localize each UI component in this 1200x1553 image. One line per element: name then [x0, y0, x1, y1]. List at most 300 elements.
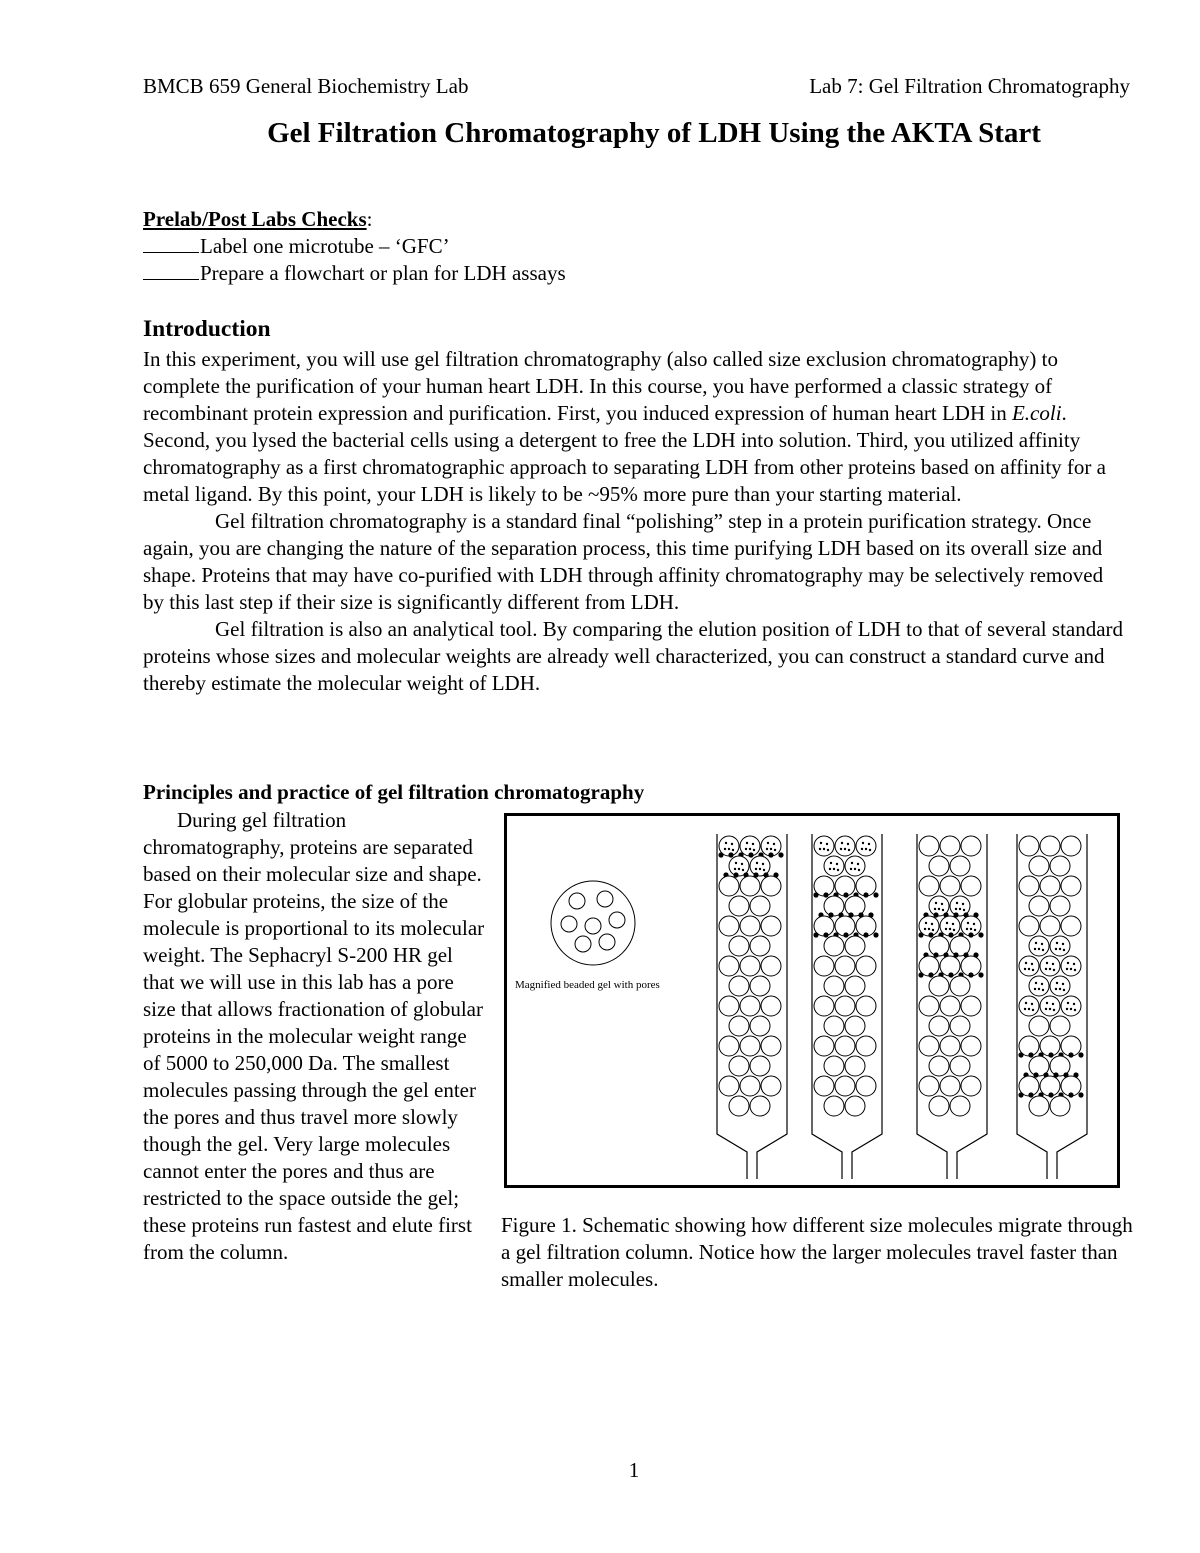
gel-bead: [835, 1076, 855, 1096]
large-molecule: [813, 932, 818, 937]
large-molecule: [1048, 1052, 1053, 1057]
small-molecule: [1042, 949, 1044, 951]
gel-bead: [1050, 936, 1070, 956]
large-molecule: [928, 972, 933, 977]
pore: [599, 934, 615, 950]
gel-bead: [740, 916, 760, 936]
gel-bead: [1029, 1016, 1049, 1036]
gel-bead: [1061, 996, 1081, 1016]
small-molecule: [857, 863, 859, 865]
small-molecule: [1035, 942, 1037, 944]
gel-bead: [929, 856, 949, 876]
small-molecule: [848, 849, 850, 851]
small-molecule: [941, 903, 943, 905]
check-item-label: Prepare a flowchart or plan for LDH assays: [200, 261, 566, 285]
gel-filtration-schematic: [507, 816, 1117, 1185]
gel-bead: [740, 956, 760, 976]
large-molecule: [1033, 1072, 1038, 1077]
small-molecule: [854, 868, 856, 870]
gel-bead: [761, 996, 781, 1016]
gel-bead: [929, 976, 949, 996]
large-molecule: [978, 932, 983, 937]
gel-bead: [929, 1096, 949, 1116]
small-molecule: [1052, 1003, 1054, 1005]
gel-bead: [950, 1056, 970, 1076]
large-molecule: [968, 972, 973, 977]
figure-caption: Figure 1. Schematic showing how different size molecules migrate through a gel filtration column. Notice how the larger molecules travel faster than smaller molecules.: [501, 1213, 1133, 1291]
small-molecule: [963, 909, 965, 911]
small-molecule: [938, 908, 940, 910]
gel-bead: [856, 996, 876, 1016]
magnified-bead: [551, 881, 635, 965]
gel-bead: [729, 936, 749, 956]
gel-bead: [814, 1076, 834, 1096]
gel-bead: [740, 1036, 760, 1056]
small-molecule: [1067, 1002, 1069, 1004]
small-molecule: [1042, 989, 1044, 991]
gel-bead: [845, 976, 865, 996]
small-molecule: [749, 848, 751, 850]
large-molecule: [918, 932, 923, 937]
small-molecule: [956, 902, 958, 904]
small-molecule: [837, 869, 839, 871]
gel-bead: [750, 1056, 770, 1076]
small-molecule: [869, 849, 871, 851]
gel-bead: [919, 1036, 939, 1056]
pore: [597, 891, 613, 907]
gel-bead: [824, 1056, 844, 1076]
gel-bead: [835, 1036, 855, 1056]
small-molecule: [819, 848, 821, 850]
small-molecule: [1045, 968, 1047, 970]
small-molecule: [931, 923, 933, 925]
large-molecule: [948, 932, 953, 937]
small-molecule: [1063, 989, 1065, 991]
gel-bead: [719, 876, 739, 896]
gel-bead: [719, 956, 739, 976]
gel-bead: [950, 976, 970, 996]
large-molecule: [843, 932, 848, 937]
column: [717, 834, 787, 1179]
small-molecule: [1067, 962, 1069, 964]
gel-bead: [1040, 836, 1060, 856]
column: [1017, 834, 1087, 1179]
small-molecule: [844, 848, 846, 850]
small-molecule: [952, 923, 954, 925]
small-molecule: [725, 842, 727, 844]
gel-bead: [740, 996, 760, 1016]
small-molecule: [1070, 968, 1072, 970]
large-molecule: [813, 892, 818, 897]
large-molecule: [778, 852, 783, 857]
gel-bead: [824, 976, 844, 996]
checks-heading: Prelab/Post Labs Checks: [143, 207, 367, 231]
small-molecule: [1034, 948, 1036, 950]
small-molecule: [1045, 1008, 1047, 1010]
small-molecule: [732, 849, 734, 851]
gel-bead: [761, 1036, 781, 1056]
small-molecule: [945, 928, 947, 930]
small-molecule: [1035, 982, 1037, 984]
small-molecule: [1025, 1002, 1027, 1004]
large-molecule: [933, 912, 938, 917]
large-molecule: [1048, 1092, 1053, 1097]
gel-bead: [761, 916, 781, 936]
gel-bead: [961, 996, 981, 1016]
gel-bead: [929, 1056, 949, 1076]
small-molecule: [1049, 1008, 1051, 1010]
small-molecule: [1074, 1009, 1076, 1011]
small-molecule: [934, 908, 936, 910]
gel-bead: [856, 1036, 876, 1056]
small-molecule: [1024, 1008, 1026, 1010]
gel-bead: [1040, 916, 1060, 936]
header-lab: Lab 7: Gel Filtration Chromatography: [809, 74, 1130, 98]
gel-bead: [824, 1016, 844, 1036]
small-molecule: [1038, 988, 1040, 990]
header-course: BMCB 659 General Biochemistry Lab: [143, 74, 469, 98]
page-number: 1: [628, 1458, 640, 1482]
gel-bead: [1050, 976, 1070, 996]
large-molecule: [873, 932, 878, 937]
gel-bead: [814, 836, 834, 856]
column: [917, 834, 987, 1179]
gel-bead: [845, 936, 865, 956]
check-item: [143, 233, 1143, 260]
small-molecule: [836, 863, 838, 865]
prelab-checks: [143, 206, 1143, 287]
small-molecule: [962, 903, 964, 905]
small-molecule: [1070, 1008, 1072, 1010]
gel-bead: [1029, 896, 1049, 916]
check-blank: [143, 234, 199, 253]
large-molecule: [1078, 1092, 1083, 1097]
gel-bead: [961, 836, 981, 856]
small-molecule: [1031, 1003, 1033, 1005]
small-molecule: [830, 862, 832, 864]
gel-bead: [824, 936, 844, 956]
large-molecule: [1028, 1052, 1033, 1057]
gel-bead: [729, 1016, 749, 1036]
small-molecule: [734, 868, 736, 870]
columns: [717, 834, 1087, 1179]
small-molecule: [773, 843, 775, 845]
gel-bead: [919, 1076, 939, 1096]
small-molecule: [953, 929, 955, 931]
small-molecule: [1053, 1009, 1055, 1011]
gel-bead: [940, 836, 960, 856]
small-molecule: [1056, 982, 1058, 984]
small-molecule: [1074, 969, 1076, 971]
gel-bead: [961, 1076, 981, 1096]
small-molecule: [1041, 943, 1043, 945]
small-molecule: [1059, 948, 1061, 950]
column: [812, 834, 882, 1179]
gel-bead: [761, 1076, 781, 1096]
small-molecule: [1066, 1008, 1068, 1010]
large-molecule: [828, 912, 833, 917]
small-molecule: [1073, 963, 1075, 965]
gel-bead: [835, 836, 855, 856]
pore: [575, 936, 591, 952]
introduction-heading: Introduction: [143, 316, 271, 342]
small-molecule: [847, 843, 849, 845]
gel-bead: [750, 896, 770, 916]
gel-bead: [729, 976, 749, 996]
principles-heading: Principles and practice of gel filtration chromatography: [143, 780, 645, 804]
gel-bead: [940, 876, 960, 896]
small-molecule: [967, 922, 969, 924]
gel-bead: [1061, 836, 1081, 856]
gel-bead: [835, 996, 855, 1016]
small-molecule: [770, 848, 772, 850]
gel-bead: [719, 916, 739, 936]
gel-bead: [761, 956, 781, 976]
large-molecule: [948, 972, 953, 977]
large-molecule: [873, 892, 878, 897]
large-molecule: [823, 932, 828, 937]
gel-bead: [729, 896, 749, 916]
bead-label: Magnified beaded gel with pores: [515, 979, 660, 991]
large-molecule: [1018, 1052, 1023, 1057]
intro-p1-text-a: In this experiment, you will use gel filtration chromatography (also called size exclusion chromatography) to complete the purification of your human heart LDH. In this course, you have performed a classic strategy of recombinant protein expression and purification. First, you induced expression of human heart LDH in: [143, 347, 1058, 425]
small-molecule: [1062, 943, 1064, 945]
introduction-body: [143, 346, 1128, 697]
gel-bead: [1040, 876, 1060, 896]
large-molecule: [728, 852, 733, 857]
small-molecule: [1024, 968, 1026, 970]
gel-bead: [1019, 916, 1039, 936]
small-molecule: [827, 849, 829, 851]
small-molecule: [1031, 963, 1033, 965]
check-item: [143, 260, 1143, 287]
large-molecule: [1018, 1092, 1023, 1097]
small-molecule: [970, 928, 972, 930]
gel-bead: [919, 876, 939, 896]
small-molecule: [861, 848, 863, 850]
figure-1: [504, 813, 1120, 1188]
gel-bead: [729, 1096, 749, 1116]
gel-bead: [961, 1036, 981, 1056]
small-molecule: [1034, 988, 1036, 990]
gel-bead: [950, 1016, 970, 1036]
gel-bead: [1029, 936, 1049, 956]
gel-bead: [919, 996, 939, 1016]
large-molecule: [863, 892, 868, 897]
pore: [561, 916, 577, 932]
large-molecule: [978, 972, 983, 977]
small-molecule: [925, 922, 927, 924]
gel-bead: [740, 1076, 760, 1096]
gel-bead: [1061, 876, 1081, 896]
small-molecule: [966, 928, 968, 930]
gel-bead: [1061, 916, 1081, 936]
check-item-label: Label one microtube – ‘GFC’: [200, 234, 450, 258]
small-molecule: [1046, 962, 1048, 964]
gel-bead: [814, 996, 834, 1016]
gel-bead: [950, 1096, 970, 1116]
small-molecule: [767, 842, 769, 844]
small-molecule: [833, 868, 835, 870]
small-molecule: [1062, 983, 1064, 985]
gel-bead: [1029, 1096, 1049, 1116]
check-blank: [143, 261, 199, 280]
gel-bead: [729, 1056, 749, 1076]
small-molecule: [738, 868, 740, 870]
small-molecule: [946, 922, 948, 924]
large-molecule: [918, 972, 923, 977]
gel-bead: [845, 1056, 865, 1076]
large-molecule: [968, 932, 973, 937]
small-molecule: [1038, 948, 1040, 950]
small-molecule: [763, 869, 765, 871]
small-molecule: [1052, 963, 1054, 965]
gel-bead: [940, 996, 960, 1016]
gel-bead: [1061, 956, 1081, 976]
gel-bead: [761, 876, 781, 896]
small-molecule: [1032, 1009, 1034, 1011]
small-molecule: [762, 863, 764, 865]
large-molecule: [863, 932, 868, 937]
small-molecule: [840, 848, 842, 850]
small-molecule: [924, 928, 926, 930]
intro-p1-ecoli: E.coli: [1011, 401, 1062, 425]
small-molecule: [1055, 988, 1057, 990]
small-molecule: [752, 843, 754, 845]
small-molecule: [1059, 988, 1061, 990]
large-molecule: [1078, 1052, 1083, 1057]
small-molecule: [868, 843, 870, 845]
principles-paragraph: During gel filtration chromatography, proteins are separated based on their molecular size and shape. For globular proteins, the size of the molecule is proportional to its molecular weight. The Sephacryl S-200 HR gel that we will use in this lab has a pore size that allows fractionation of globular proteins in the molecular weight range of 5000 to 250,000 Da. The smallest molecules passing through the gel enter the pores and thus travel more slowly though the gel. Very large molecules cannot enter the pores and thus are restricted to the space outside the gel; these proteins run fastest and elute first from the column.: [143, 808, 485, 1264]
small-molecule: [741, 863, 743, 865]
small-molecule: [1032, 969, 1034, 971]
gel-bead: [1050, 896, 1070, 916]
checks-colon: :: [366, 207, 373, 231]
large-molecule: [933, 952, 938, 957]
gel-bead: [719, 1076, 739, 1096]
small-molecule: [753, 849, 755, 851]
small-molecule: [1066, 968, 1068, 970]
pore: [585, 918, 601, 934]
gel-bead: [950, 856, 970, 876]
gel-bead: [750, 976, 770, 996]
small-molecule: [1041, 983, 1043, 985]
small-molecule: [756, 862, 758, 864]
gel-bead: [750, 1096, 770, 1116]
small-molecule: [1046, 1002, 1048, 1004]
small-molecule: [973, 923, 975, 925]
small-molecule: [1025, 962, 1027, 964]
small-molecule: [759, 868, 761, 870]
small-molecule: [928, 928, 930, 930]
bead-outline: [551, 881, 635, 965]
gel-bead: [1040, 996, 1060, 1016]
gel-bead: [845, 1016, 865, 1036]
intro-paragraph-2: Gel filtration chromatography is a standard final “polishing” step in a protein purification strategy. Once again, you are changing the nature of the separation process, this time purifying LDH based on its overall size and shape. Proteins that may have co-purified with LDH through affinity chromatography may be selectively removed by this last step if their size is significantly different from LDH.: [143, 509, 1104, 614]
large-molecule: [1028, 1092, 1033, 1097]
small-molecule: [959, 908, 961, 910]
gel-bead: [1019, 956, 1039, 976]
gel-bead: [1019, 996, 1039, 1016]
gel-bead: [845, 1096, 865, 1116]
large-molecule: [1068, 1092, 1073, 1097]
small-molecule: [742, 869, 744, 871]
small-molecule: [774, 849, 776, 851]
small-molecule: [862, 842, 864, 844]
large-molecule: [733, 872, 738, 877]
small-molecule: [755, 868, 757, 870]
small-molecule: [766, 848, 768, 850]
gel-bead: [814, 956, 834, 976]
gel-bead: [845, 856, 865, 876]
small-molecule: [724, 848, 726, 850]
small-molecule: [1028, 968, 1030, 970]
large-molecule: [718, 852, 723, 857]
small-molecule: [942, 909, 944, 911]
gel-bead: [1019, 876, 1039, 896]
gel-bead: [940, 1076, 960, 1096]
small-molecule: [1056, 942, 1058, 944]
small-molecule: [1063, 949, 1065, 951]
small-molecule: [949, 928, 951, 930]
intro-p1-text-b: . Second, you lysed the bacterial cells using a detergent to free the LDH into solution. Third, you utilized affinity chromatography as a first chromatographic approach to separating LDH from other proteins based on affinity for a metal ligand. By this point, your LDH is likely to be ~95% more pure than your starting material.: [143, 401, 1106, 506]
gel-bead: [1029, 976, 1049, 996]
large-molecule: [768, 852, 773, 857]
pore: [609, 912, 625, 928]
gel-bead: [835, 956, 855, 976]
gel-bead: [750, 1016, 770, 1036]
gel-bead: [940, 1036, 960, 1056]
gel-bead: [919, 836, 939, 856]
gel-bead: [856, 956, 876, 976]
gel-bead: [1029, 856, 1049, 876]
small-molecule: [745, 848, 747, 850]
small-molecule: [823, 848, 825, 850]
gel-bead: [740, 876, 760, 896]
intro-paragraph-3: Gel filtration is also an analytical tool. By comparing the elution position of LDH to that of several standard proteins whose sizes and molecular weights are already well characterized, you can construct a standard curve and thereby estimate the molecular weight of LDH.: [143, 617, 1124, 695]
gel-bead: [1040, 956, 1060, 976]
gel-bead: [824, 1096, 844, 1116]
small-molecule: [865, 848, 867, 850]
page-title: Gel Filtration Chromatography of LDH Using the AKTA Start: [267, 117, 1041, 149]
small-molecule: [1073, 1003, 1075, 1005]
small-molecule: [932, 929, 934, 931]
small-molecule: [746, 842, 748, 844]
large-molecule: [843, 892, 848, 897]
small-molecule: [735, 862, 737, 864]
gel-bead: [856, 1076, 876, 1096]
gel-bead: [1050, 1016, 1070, 1036]
gel-bead: [1019, 836, 1039, 856]
gel-bead: [961, 876, 981, 896]
small-molecule: [1028, 1008, 1030, 1010]
small-molecule: [1049, 968, 1051, 970]
small-molecule: [858, 869, 860, 871]
large-molecule: [928, 932, 933, 937]
small-molecule: [841, 842, 843, 844]
gel-bead: [929, 1016, 949, 1036]
small-molecule: [1055, 948, 1057, 950]
large-molecule: [1068, 1052, 1073, 1057]
small-molecule: [1053, 969, 1055, 971]
pore: [569, 893, 585, 909]
gel-bead: [750, 936, 770, 956]
small-molecule: [731, 843, 733, 845]
small-molecule: [851, 862, 853, 864]
small-molecule: [974, 929, 976, 931]
small-molecule: [935, 902, 937, 904]
small-molecule: [728, 848, 730, 850]
